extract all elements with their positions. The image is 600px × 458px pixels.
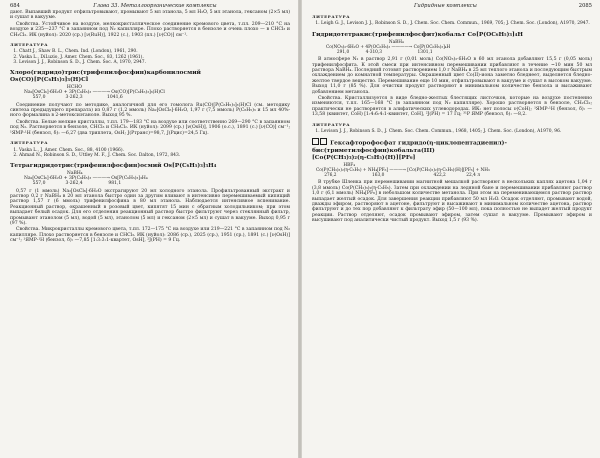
reference-item: 2. Ahmad N., Robinson S. D., Uttley M. F., J. Chem. Soc. Dalton, 1972, 843. [19,153,290,158]
left-running-head: Глава 33. Металлоорганические комплексы [93,3,217,9]
reference-list [312,21,592,26]
paragraph: Свойства. Белые мелкие кристаллы, т.пл. 179—183 °C на воздухе или соответственно 269—290 °C в запаянном под N₂. Растворяется в бензоле, CHCl₃ и CH₂Cl₂. ИК (нуйол): 2099 (ср.) [ν(OsH)], 1906 (о.с.), 1891 (с.) [ν(CO)] см⁻¹; ¹ЯМР-¹H (бензол, δ): —6,27 (два триплета, OsH; J(Pтранс)=98,7, J(Pцис)=24,5 Гц). [10,119,290,136]
reference-item: 1. Levison J. J., Robinson S. D., J. Chem. Soc. Chem. Commun., 1968, 1405; J. Chem. Soc. (London), A1970, 96. [321,129,592,134]
paragraph: В трубке Шленка при перемешивании магнитной мешалкой растворяют в нескольких каплях ацетона 1,04 г (3,8 ммоль) Co(P(CH₃)₃)₂(η-C₅H₅). Затем при охлаждении на ледяной бане и перемешивании прибавляют раствор 1,0 г (6,1 ммоль) NH₄[PF₆] в небольшом количестве метанола. При этом на переменивающемся раствор раствор выпадает желтый осадок. Для завершения реакции прибавляют 50 мл H₂O. Осадок отделяют, промывают водой, дважды эфиром, растворяют в ацетоне, фильтруют и высаживают в минимальном количестве ацетона, раствор фильтруют и до тех пор добавляют к фильтрату эфир (50—100 мл), пока полностью не выпадет желтый продукт реакции. Раствор отделяют, осадок промывают эфиром, затем сушат в вакууме. Промывают эфиром и высушивают под аналитически чистый продукт. Выход 1,5 г (93 %). [312,180,592,224]
paragraph: Свойства. Микрокристаллы кремового цвета, т.пл. 172—175 °C на воздухе или 219—221 °C в запаянном под N₂ капилляре. Плохо растворяется в бензоле и CHCl₃. ИК (нуйол): 2086 (ср.), 2025 (ср.), 1951 (ср.), 1891 (с.) [ν(OsH)] см⁻¹; ¹ЯМР-¹H (бензол, δ): —7,85 [1:3:3:1-квартет, OsH], ²J(PH) = 9 Гц. [10,227,290,244]
reference-list [10,148,290,158]
right-running-header [312,2,592,10]
reaction-equation: HBF₄ Co(P(CH₃)₃)₂(η-C₅H₅) + NH₄[PF₆] ———→ [Co(P(CH₃)₃)₂(η-C₅H₅)(H)][PF₆] + NH₃ 276,2 163,0 422,2 22,4 л [316,162,490,179]
reaction-equation: NaBH₄ Na₂[OsCl₆]·6H₂O + 3P(C₆H₅)₃ ———→ Os[P(C₆H₅)₃]₃H₄ 557,0 3·262,4 981,1 [24,170,148,187]
right-running-head: Гидридные комплексы [413,3,477,9]
right-page [302,0,600,458]
compound-title: Тетрагидридотрис(трифенилфосфин)осмий Os[P(C₆H₅)₃]₃H₄ [10,161,217,169]
paragraph: Соединение получают по методике, аналогичной для его гомолога Ru(CO)[P(C₆H₅)₃]₃(H)Cl (см. методику синтеза предыдущего препарата) из 0,87 г (1,2 ммоль) Na₂[OsCl₆]·6H₂O, 1,97 г (7,5 ммоль) P(C₆H₅)₃ и 15 мл 40%-ного формалина в 2-метоксиэтаноле. Выход 95 %. [10,102,290,119]
paragraph: 0,57 г (1 ммоль) Na₂[OsCl₆]·6H₂O экстрагируют 20 мл холодного этанола. Профильтрованный экстракт и раствор 0,2 г NaBH₄ в 20 мл этанола быстро один за другим вливают в интенсивно перемешиваемый кипящий раствор 1,57 г (6 ммоль) трифенилфосфина в 80 мл этанола. Наблюдается интенсивное вспенивание. Реакционный раствор, окрашенный в розовый цвет, кипятят 15 мин с обратным холодильником; при этом выпадает белый осадок. Для его отделения реакционный раствор быстро фильтруют через стеклянный фильтр, промывают этанолом (5 мл), водой (5 мл), этанолом (5 мл) и гексаном (2×5 мл) и сушат в вакууме. Выход 0,95 г (97 %). [10,188,290,226]
paragraph: дают. Выпавший продукт отфильтровывают, промывают 5 мл этанола, 5 мл H₂O, 5 мл этанола, гексаном (2×5 мл) и сушат в вакууме. [10,10,290,21]
left-running-header [10,2,290,10]
compound-title: Хлоро(гидридо)трис(трифенилфосфин)карбонилосмий Os(CO)[P(C₆H₅)₃]₃(H)Cl [10,69,201,84]
reference-item: 3. Levison J. J., Robinson S. D., J. Chem. Soc. A, 1970, 2947. [19,60,290,65]
reference-list [10,49,290,65]
reaction-equation: HCHO Na₂[OsCl₆]·6H₂O + 3P(C₆H₅)₃ ———→ Os(CO)[P(C₆H₅)₃]₃(H)Cl 557,0 3·262,3 1041,6 [24,85,165,101]
reference-list [312,129,592,134]
literature-heading: ЛИТЕРАТУРА [312,14,351,19]
left-page-number: 684 [10,3,20,9]
checkbox-marker-icon [312,138,319,145]
right-page-number: 2085 [578,3,592,9]
reference-item: 1. Leigh G. J., Levison J. J., Robinson S. D., J. Chem. Soc. Chem. Commun., 1969, 705; J. Chem. Soc. (London), A1970, 2947. [321,21,592,26]
paragraph: В атмосфере N₂ в раствор 2,91 г (0,01 моль) Co(NO₃)₂·6H₂O в 60 мл этанола добавляют 15,5 г (0,05 моль) трифенилфосфита. К этой смеси при интенсивном перемешивании прибавляют в течение ~10 мин 50 мл раствора NaBH₄. Последний готовят растворением 1,0 г NaBH₄ в 25 мл теплого этанола и последующим быстрым охлаждением до комнатной температуры. Окрашенный цвет Co(II)-иона заметно бледнеет, выделяется бледно-желтое твердое вещество. Перемешивание еще 10 мин, отфильтровывают в вакууме и сушат в высоком вакууме. Выход 11,0 г (85 %). Для очистки продукт растворяют в минимальном количестве бензола и высаживают добавлением метанола. [312,57,592,95]
paragraph: Свойства. Устойчивое на воздухе, мелкокристаллическое соединение кремового цвета, т.пл. 209—210 °C на воздухе и 235—237 °C в запаянном под N₂ капилляре. Плохо растворяется в бензоле и очень плохо — в CHCl₃ и CH₂Cl₂. ИК (нуйол): 2020 (ср.) [ν(RuH)], 1922 (с.), 1903 (пл.) [ν(CO)] см⁻¹. [10,21,290,38]
reference-item: 1. Chatt J., Shaw B. L., Chem. Ind. (London), 1961, 290. [19,49,290,54]
left-page [0,0,298,458]
paragraph: Свойства. Кристаллизуется в виде бледно-желтых блестящих листочков, которые на воздухе постепенно изменяются, т.пл. 165—168 °C (в запаянном под N₂ капилляре). Хорошо растворяется в бензоле, CH₂Cl₂; практически не растворяется в алифатических углеводородах. ИК: нет полосы ν(CoH); ¹ЯМР-¹H (бензол, δ): —13,58 (квинтет, CoH) [1:4:6:4:1-квинтет, CoH], ²J(PH) = 17 Гц; ³¹P ЯМР (бензол, δ): —8,2. [312,96,592,118]
reaction-equation: NaBH₄ Co(NO₃)₂·6H₂O + 4P(OC₆H₅)₃ ————→ Co[P(OC₆H₅)₃]₄H 291,0 4·310,3 1301,1 [326,39,451,56]
reference-item: 1. Vaska L., J. Amer. Chem. Soc., 88, 4100 (1966). [19,148,290,153]
reference-item: 2. Vaska L., DiLuzio, J. Amer. Chem. Soc., 83, 1262 (1961). [19,55,290,60]
compound-title: Гидридотетракис(трифенилфосфит)кобальт Co[P(OC₆H₅)₃]₄H [312,30,523,38]
checkbox-marker-icon [320,138,327,145]
compound-title: Гексафторофосфат гидридо(η-циклопентадиенил)- бис(триметилфосфин)кобальта(III) [Co(P(CH₃)₃)₂(η-C₅H₅)(H)][PF₆] [312,139,507,161]
literature-heading: ЛИТЕРАТУРА [10,42,49,48]
literature-heading: ЛИТЕРАТУРА [10,140,49,146]
literature-heading: ЛИТЕРАТУРА [312,121,351,127]
